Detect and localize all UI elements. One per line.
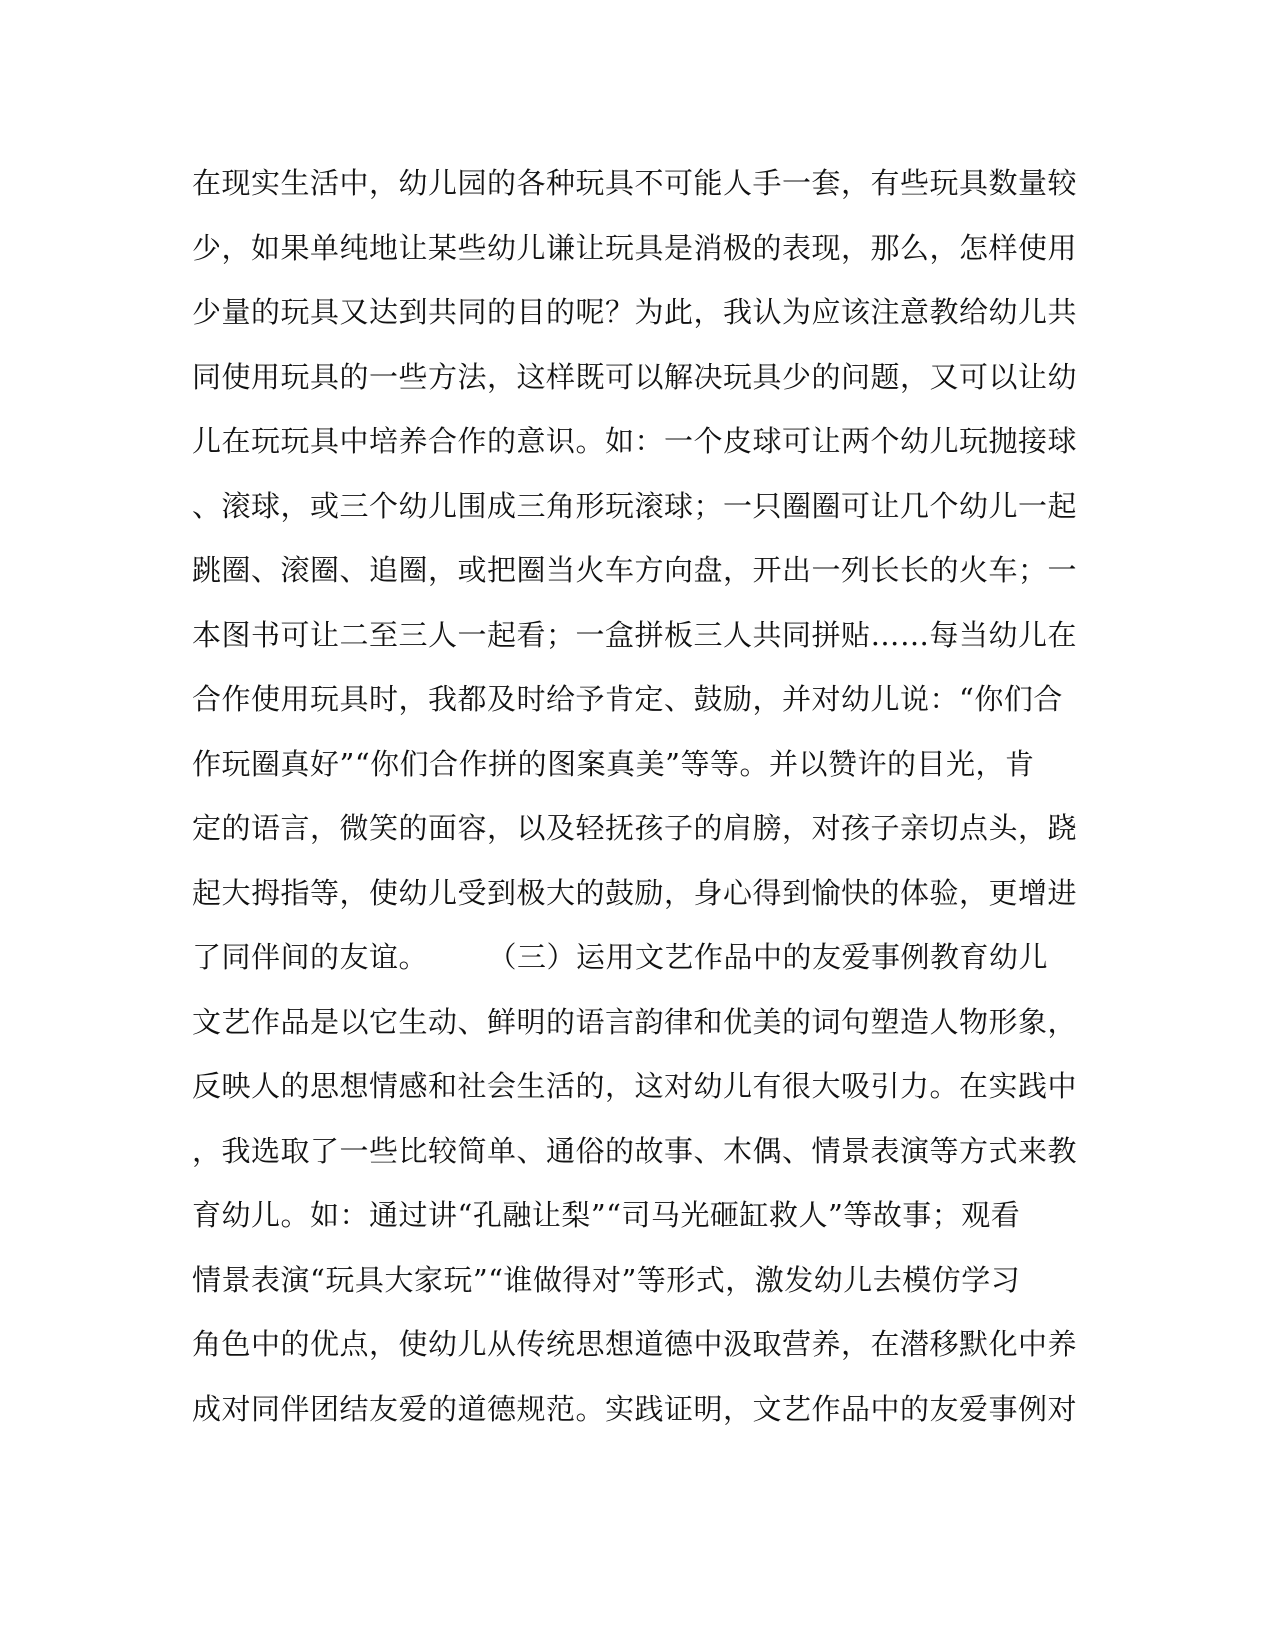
text-line: 反映人的思想情感和社会生活的，这对幼儿有很大吸引力。在实践中 — [192, 1069, 1078, 1103]
text-line: 少，如果单纯地让某些幼儿谦让玩具是消极的表现，那么，怎样使用 — [192, 230, 1078, 265]
text-line: 儿在玩玩具中培养合作的意识。如：一个皮球可让两个幼儿玩抛接球 — [192, 424, 1078, 458]
text-line: 少量的玩具又达到共同的目的呢？为此，我认为应该注意教给幼儿共 — [192, 295, 1078, 329]
text-line: 本图书可让二至三人一起看；一盒拼板三人共同拼贴……每当幼儿在 — [192, 617, 1078, 652]
text-line: 情景表演“玩具大家玩”“谁做得对”等形式，激发幼儿去模仿学习 — [192, 1262, 1021, 1297]
text-line: 角色中的优点，使幼儿从传统思想道德中汲取营养，在潜移默化中养 — [192, 1327, 1078, 1361]
text-line: 作玩圈真好”“你们合作拼的图案真美”等等。并以赞许的目光，肯 — [192, 746, 1035, 781]
text-line: 同使用玩具的一些方法，这样既可以解决玩具少的问题，又可以让幼 — [192, 359, 1078, 394]
text-line: 跳圈、滚圈、追圈，或把圈当火车方向盘，开出一列长长的火车；一 — [192, 553, 1078, 587]
text-line: 文艺作品是以它生动、鲜明的语言韵律和优美的词句塑造人物形象， — [192, 1004, 1078, 1039]
text-line: 育幼儿。如：通过讲“孔融让梨”“司马光砸缸救人”等故事；观看 — [192, 1198, 1021, 1232]
text-line: ，我选取了一些比较简单、通俗的故事、木偶、情景表演等方式来教 — [192, 1133, 1078, 1168]
text-line: 定的语言，微笑的面容，以及轻抚孩子的肩膀，对孩子亲切点头，跷 — [192, 811, 1078, 845]
text-line: 在现实生活中，幼儿园的各种玩具不可能人手一套，有些玩具数量较 — [192, 166, 1078, 200]
text-line: 起大拇指等，使幼儿受到极大的鼓励，身心得到愉快的体验，更增进 — [192, 875, 1078, 910]
text-line: 成对同伴团结友爱的道德规范。实践证明，文艺作品中的友爱事例对 — [192, 1391, 1078, 1426]
body-text — [192, 151, 1092, 1441]
text-line: 、滚球，或三个幼儿围成三角形玩滚球；一只圈圈可让几个幼儿一起 — [192, 488, 1078, 523]
text-line: 了同伴间的友谊。 （三）运用文艺作品中的友爱事例教育幼儿 — [192, 940, 1049, 974]
text-line: 合作使用玩具时，我都及时给予肯定、鼓励，并对幼儿说：“你们合 — [192, 682, 1063, 716]
